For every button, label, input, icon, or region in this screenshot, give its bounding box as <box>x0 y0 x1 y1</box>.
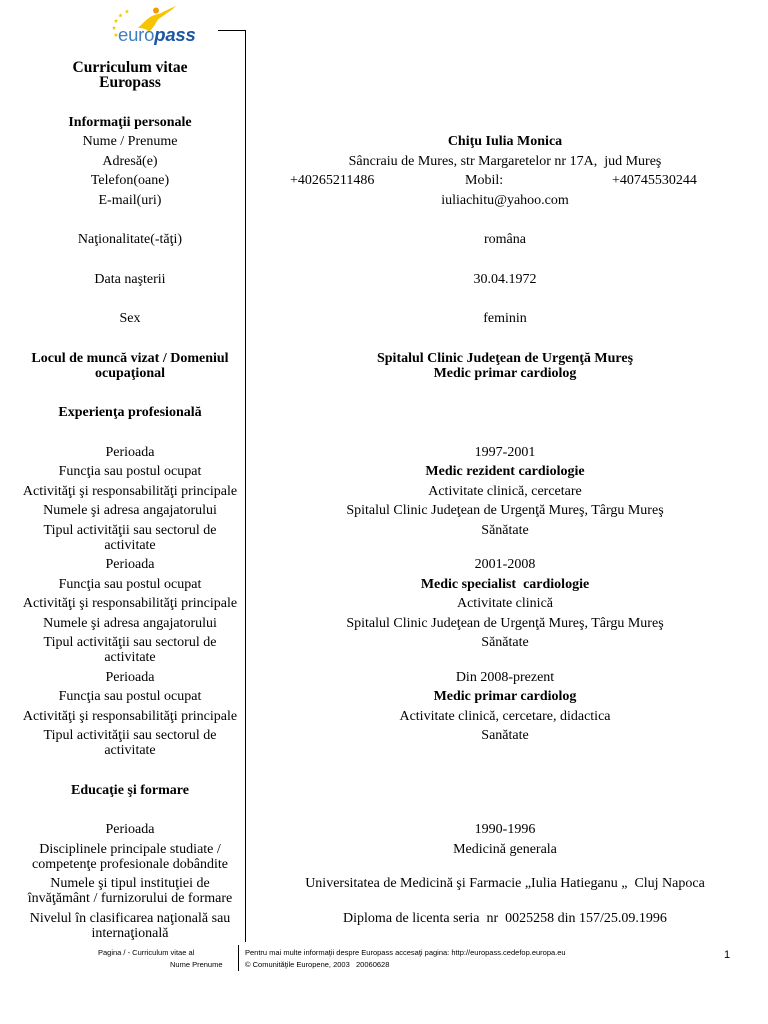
position-value: Medic primar cardiolog <box>433 689 577 704</box>
experience-activities-row <box>0 709 768 729</box>
email-value: iuliachitu@yahoo.com <box>441 192 569 208</box>
footer-info: Pentru mai multe informaţii despre Europass accesaţi pagina: http://europass.cedefop.europa.eu <box>245 948 566 957</box>
position-value: Medic specialist cardiologie <box>420 576 590 592</box>
institution-value: Universitatea de Medicină şi Farmacie „Iulia Hatieganu „ Cluj Napoca <box>305 876 705 891</box>
period-value: 1997-2001 <box>474 444 536 460</box>
position-label: Funcţia sau postul ocupat <box>58 464 202 479</box>
cv-title <box>17 60 243 90</box>
sector-value: Sănătate <box>481 635 529 650</box>
sector-label: Tipul activităţii sau sectorul de activitate <box>43 635 217 665</box>
education-period-row <box>0 822 768 842</box>
experience-employer-row <box>0 616 768 636</box>
activities-value: Activitate clinică, cercetare, didactica <box>399 708 611 724</box>
wordmark-euro: euro <box>118 24 155 45</box>
header-tick-rule <box>218 30 246 31</box>
spacer <box>0 212 768 232</box>
name-row <box>0 134 768 154</box>
desired-field: Medic primar cardiolog <box>433 365 577 381</box>
spacer <box>0 291 768 311</box>
experience-period-row <box>0 670 768 690</box>
employer-value: Spitalul Clinic Judeţean de Urgenţă Mureş, Târgu Mureş <box>346 615 664 631</box>
education-institution-row <box>0 876 768 911</box>
birth-date-label: Data naşterii <box>94 271 166 287</box>
section-education <box>0 783 768 803</box>
activities-label: Activităţi şi responsabilităţi principale <box>22 708 238 724</box>
spacer <box>0 425 768 445</box>
birth-date-value: 30.04.1972 <box>473 271 537 287</box>
footer-name-placeholder: Nume Prenume <box>170 960 223 969</box>
activities-value: Activitate clinică, cercetare <box>428 483 582 499</box>
position-value: Medic rezident cardiologie <box>425 464 585 479</box>
period-value: Din 2008-prezent <box>455 669 555 685</box>
level-label: Nivelul în clasificarea naţională sau internaţională <box>29 910 231 941</box>
period-value: 1990-1996 <box>474 822 536 837</box>
subjects-label: Disciplinele principale studiate / competenţe profesionale dobândite <box>32 841 228 872</box>
mobile-number: +40745530244 <box>612 173 697 188</box>
experience-employer-row <box>0 503 768 523</box>
period-label: Perioada <box>105 822 155 837</box>
name-label: Nume / Prenume <box>82 134 178 149</box>
sector-label: Tipul activităţii sau sectorul de activitate <box>43 728 217 758</box>
email-label: E-mail(uri) <box>98 192 162 208</box>
cv-body <box>0 60 768 945</box>
period-value: 2001-2008 <box>474 557 536 572</box>
experience-position-row <box>0 464 768 484</box>
period-label: Perioada <box>105 444 155 460</box>
section-heading-experience: Experienţa profesională <box>58 405 202 420</box>
sex-row <box>0 311 768 331</box>
experience-sector-row <box>0 635 768 670</box>
position-label: Funcţia sau postul ocupat <box>58 689 202 704</box>
spacer <box>0 802 768 822</box>
cv-title-line1: Curriculum vitae <box>72 59 188 76</box>
level-value: Diploma de licenta seria nr 0025258 din 157/25.09.1996 <box>343 910 667 926</box>
cv-title-row <box>0 60 768 95</box>
email-row <box>0 193 768 213</box>
spacer <box>0 252 768 272</box>
activities-label: Activităţi şi responsabilităţi principale <box>22 596 238 611</box>
experience-activities-row <box>0 484 768 504</box>
activities-value: Activitate clinică <box>456 596 553 611</box>
sector-value: Sanătate <box>481 728 529 743</box>
spacer <box>0 95 768 115</box>
address-row <box>0 154 768 174</box>
address-value: Sâncraiu de Mures, str Margaretelor nr 17A, jud Mureş <box>348 153 662 169</box>
phone-row <box>0 173 768 193</box>
desired-employment-row <box>0 351 768 386</box>
experience-position-row <box>0 577 768 597</box>
position-label: Funcţia sau postul ocupat <box>58 576 202 592</box>
employer-label: Numele şi adresa angajatorului <box>43 503 217 518</box>
employer-value: Spitalul Clinic Judeţean de Urgenţă Mureş, Târgu Mureş <box>346 503 664 518</box>
sector-value: Sănătate <box>481 522 529 538</box>
desired-employment-label: Locul de muncă vizat / Domeniul ocupaţional <box>31 350 229 381</box>
section-experience <box>0 405 768 425</box>
activities-label: Activităţi şi responsabilităţi principale <box>22 483 238 499</box>
nationality-row <box>0 232 768 252</box>
subjects-value: Medicină generala <box>453 841 557 857</box>
cv-title-line2: Europass <box>99 74 161 91</box>
experience-period-row <box>0 557 768 577</box>
footer-copyright: © Comunităţile Europene, 2003 20060628 <box>245 960 390 969</box>
education-level-row <box>0 911 768 946</box>
nationality-label: Naţionalitate(-tăţi) <box>77 232 183 247</box>
address-label: Adresă(e) <box>102 153 158 169</box>
phone-label: Telefon(oane) <box>90 173 170 188</box>
desired-workplace: Spitalul Clinic Judeţean de Urgenţă Mureş <box>376 350 634 366</box>
spacer <box>0 331 768 351</box>
sex-value: feminin <box>483 311 527 326</box>
phone-number: +40265211486 <box>290 173 375 188</box>
europass-wordmark <box>118 25 196 45</box>
employer-label: Numele şi adresa angajatorului <box>43 615 217 631</box>
experience-period-row <box>0 445 768 465</box>
name-value: Chiţu Iulia Monica <box>447 134 563 149</box>
period-label: Perioada <box>105 669 155 685</box>
experience-sector-row <box>0 728 768 763</box>
nationality-value: româna <box>484 232 526 247</box>
mobile-label: Mobil: <box>465 173 504 188</box>
birth-date-row <box>0 272 768 292</box>
wordmark-pass: pass <box>154 24 196 45</box>
experience-position-row <box>0 689 768 709</box>
period-label: Perioada <box>105 557 155 572</box>
sex-label: Sex <box>119 311 141 326</box>
footer-divider <box>238 945 239 971</box>
sector-label: Tipul activităţii sau sectorul de activitate <box>43 522 217 553</box>
desired-employment-value <box>250 351 760 381</box>
education-subjects-row <box>0 842 768 877</box>
section-heading-personal: Informaţii personale <box>68 114 192 130</box>
footer-cv-of: Pagina / - Curriculum vitae al <box>98 948 195 957</box>
institution-label: Numele şi tipul instituţiei de învăţământ / furnizorului de formare <box>27 876 233 906</box>
section-heading-education: Educaţie şi formare <box>71 782 189 798</box>
page-number: 1 <box>724 949 731 961</box>
spacer <box>0 763 768 783</box>
spacer <box>0 385 768 405</box>
experience-sector-row <box>0 523 768 558</box>
experience-activities-row <box>0 596 768 616</box>
europass-logo <box>108 4 203 52</box>
section-personal <box>0 115 768 135</box>
